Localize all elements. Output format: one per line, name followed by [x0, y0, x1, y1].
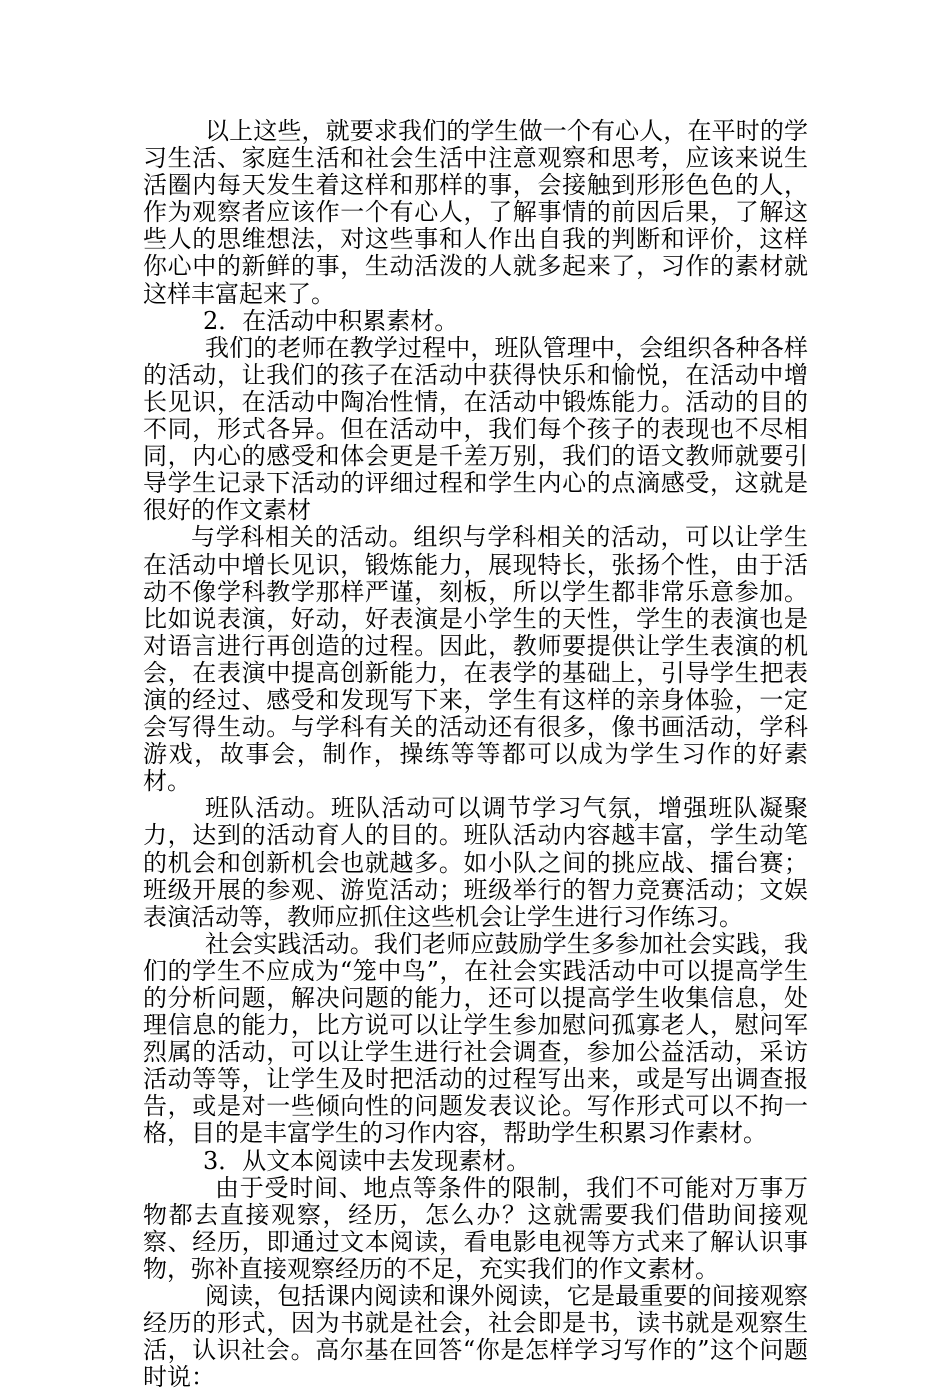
section-heading-reading: 3．从文本阅读中去发现素材。	[203, 1146, 531, 1175]
section-heading-activities: 2．在活动中积累素材。	[203, 306, 459, 335]
paragraph-teacher-activities: 我们的老师在教学过程中，班队管理中，会组织各种各样的活动，让我们的孩子在活动中获得快乐和愉悦，在活动中增长见识，在活动中陶冶性情，在活动中锻炼能力。活动的目的不同，形式各异。但在活动中，我们每个孩子的表现也不尽相同，内心的感受和体会更是千差万别，我们的语文教师就要引导学生记录下活动的评细过程和学生内心的点滴感受，这就是很好的作文素材	[143, 333, 808, 525]
paragraph-reading: 阅读，包括课内阅读和课外阅读，它是最重要的间接观察经历的形式，因为书就是社会，社会即是书，读书就是观察生活，认识社会。高尔基在回答“你是怎样学习写作的”这个问题时说：	[143, 1282, 808, 1391]
paragraph-subject-activities: 与学科相关的活动。组织与学科相关的活动，可以让学生在活动中增长见识，锻炼能力，展现特长，张扬个性，由于活动不像学科教学那样严谨，刻板，所以学生都非常乐意参加。比如说表演，好动，好表演是小学生的天性，学生的表演也是对语言进行再创造的过程。因此，教师要提供让学生表演的机会，在表演中提高创新能力，在表学的基础上，引导学生把表演的经过、感受和发现写下来，学生有这样的亲身体验，一定会写得生动。与学科有关的活动还有很多，像书画活动，学科游戏，故事会，制作，操练等等都可以成为学生习作的好素材。	[143, 523, 808, 796]
paragraph-indirect-observation: 由于受时间、地点等条件的限制，我们不可能对万事万物都去直接观察，经历，怎么办？这就需要我们借助间接观察、经历，即通过文本阅读，看电影电视等方式来了解认识事物，弥补直接观察经历的不足，充实我们的作文素材。	[143, 1173, 808, 1283]
paragraph-observation-summary: 以上这些，就要求我们的学生做一个有心人，在平时的学习生活、家庭生活和社会生活中注意观察和思考，应该来说生活圈内每天发生着这样和那样的事，会接触到形形色色的人，作为观察者应该作一个有心人，了解事情的前因后果，了解这些人的思维想法，对这些事和人作出自我的判断和评价，这样你心中的新鲜的事，生动活泼的人就多起来了，习作的素材就这样丰富起来了。	[143, 117, 808, 308]
paragraph-class-team-activities: 班队活动。班队活动可以调节学习气氛，增强班队凝聚力，达到的活动育人的目的。班队活动内容越丰富，学生动笔的机会和创新机会也就越多。如小队之间的挑应战、擂台赛；班级开展的参观、游览活动；班级举行的智力竞赛活动；文娱表演活动等，教师应抓住这些机会让学生进行习作练习。	[143, 794, 808, 931]
document-page	[143, 118, 808, 1391]
paragraph-social-practice: 社会实践活动。我们老师应鼓励学生多参加社会实践，我们的学生不应成为“笼中鸟”，在社会实践活动中可以提高学生的分析问题，解决问题的能力，还可以提高学生收集信息，处理信息的能力，比方说可以让学生参加慰问孤寡老人，慰问军烈属的活动，可以让学生进行社会调查，参加公益活动，采访活动等等，让学生及时把活动的过程写出来，或是写出调查报告，或是对一些倾向性的问题发表议论。写作形式可以不拘一格，目的是丰富学生的习作内容，帮助学生积累习作素材。	[143, 929, 808, 1148]
